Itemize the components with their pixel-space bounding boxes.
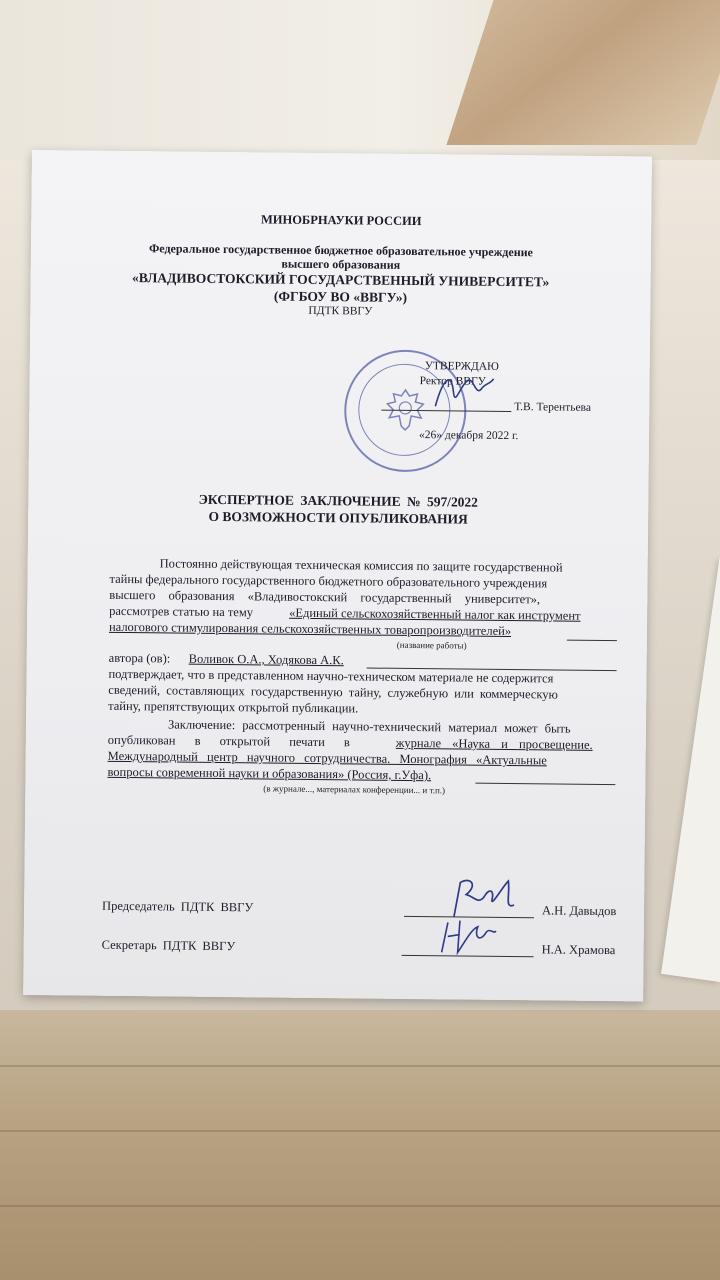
- body-p3-line2a: опубликован в открытой печати в: [107, 732, 350, 750]
- department: ПДТК ВВГУ: [308, 304, 373, 318]
- body-p3-line1: Заключение: рассмотренный научно-технический материал может быть: [167, 717, 571, 736]
- chair-label: Председатель ПДТК ВВГУ: [102, 898, 254, 915]
- second-paper-edge: [661, 558, 720, 982]
- caption-publication: (в журнале..., материалах конференции... и т.п.): [263, 783, 446, 796]
- approve-label: УТВЕРЖДАЮ: [424, 360, 499, 373]
- body-p1-line4a: рассмотрев статью на тему: [109, 603, 254, 620]
- conclusion-title: ЭКСПЕРТНОЕ ЗАКЛЮЧЕНИЕ № 597/2022: [198, 491, 479, 510]
- body-p1-line2: тайны федерального государственного бюджетного образовательного учреждения: [109, 571, 548, 591]
- chair-name: А.Н. Давыдов: [541, 903, 617, 919]
- document-sheet: [23, 150, 652, 1001]
- authors-value: Воливок О.А., Ходякова А.К.: [188, 651, 344, 668]
- approval-date: «26» декабря 2022 г.: [418, 429, 519, 443]
- article-title-part2: налогового стимулирования сельскохозяйственных товаропроизводителей»: [108, 619, 512, 639]
- secretary-signature-icon: [434, 914, 504, 959]
- secretary-name: Н.А. Храмова: [541, 942, 616, 958]
- university-name: «ВЛАДИВОСТОКСКИЙ ГОСУДАРСТВЕННЫЙ УНИВЕРСИТЕТ»: [131, 270, 550, 290]
- rector-position: Ректор ВВГУ: [419, 375, 486, 388]
- body-p1-line1: Постоянно действующая техническая комиссия по защите государственной: [159, 556, 563, 575]
- caption-title: (название работы): [396, 639, 467, 651]
- body-p1-line3: высшего образования «Владивостокский государственный университет»,: [109, 587, 541, 607]
- org-line2: высшего образования: [281, 256, 401, 272]
- rector-name: Т.В. Терентьева: [514, 401, 592, 414]
- article-title-part1: «Единый сельскохозяйственный налог как инструмент: [289, 605, 581, 623]
- body-p2-line1: подтверждает, что в представленном научно-техническом материале не содержится: [108, 666, 554, 686]
- journal-name-part2: Международный центр научного сотрудничества. Монография «Актуальные: [107, 748, 547, 768]
- background-wood: [446, 0, 720, 145]
- table-surface: [0, 1010, 720, 1280]
- journal-name-part1: журнале «Наука и просвещение.: [395, 735, 593, 752]
- ministry-title: МИНОБРНАУКИ РОССИИ: [260, 212, 422, 229]
- body-p2-line2: сведений, составляющих государственную тайну, служебную или коммерческую: [108, 682, 558, 702]
- org-line1: Федеральное государственное бюджетное образовательное учреждение: [148, 241, 533, 260]
- publication-fill-line: [475, 783, 615, 785]
- secretary-label: Секретарь ПДТК ВВГУ: [101, 937, 236, 954]
- university-abbr: (ФГБОУ ВО «ВВГУ»): [273, 288, 408, 305]
- authors-label: автора (ов):: [108, 650, 171, 666]
- body-p2-line3: тайну, препятствующих открытой публикации.: [108, 698, 359, 716]
- journal-name-part3: вопросы современной науки и образования» (Россия, г.Уфа).: [107, 764, 432, 783]
- conclusion-subtitle: О ВОЗМОЖНОСТИ ОПУБЛИКОВАНИЯ: [208, 508, 468, 527]
- title-fill-line: [567, 640, 617, 642]
